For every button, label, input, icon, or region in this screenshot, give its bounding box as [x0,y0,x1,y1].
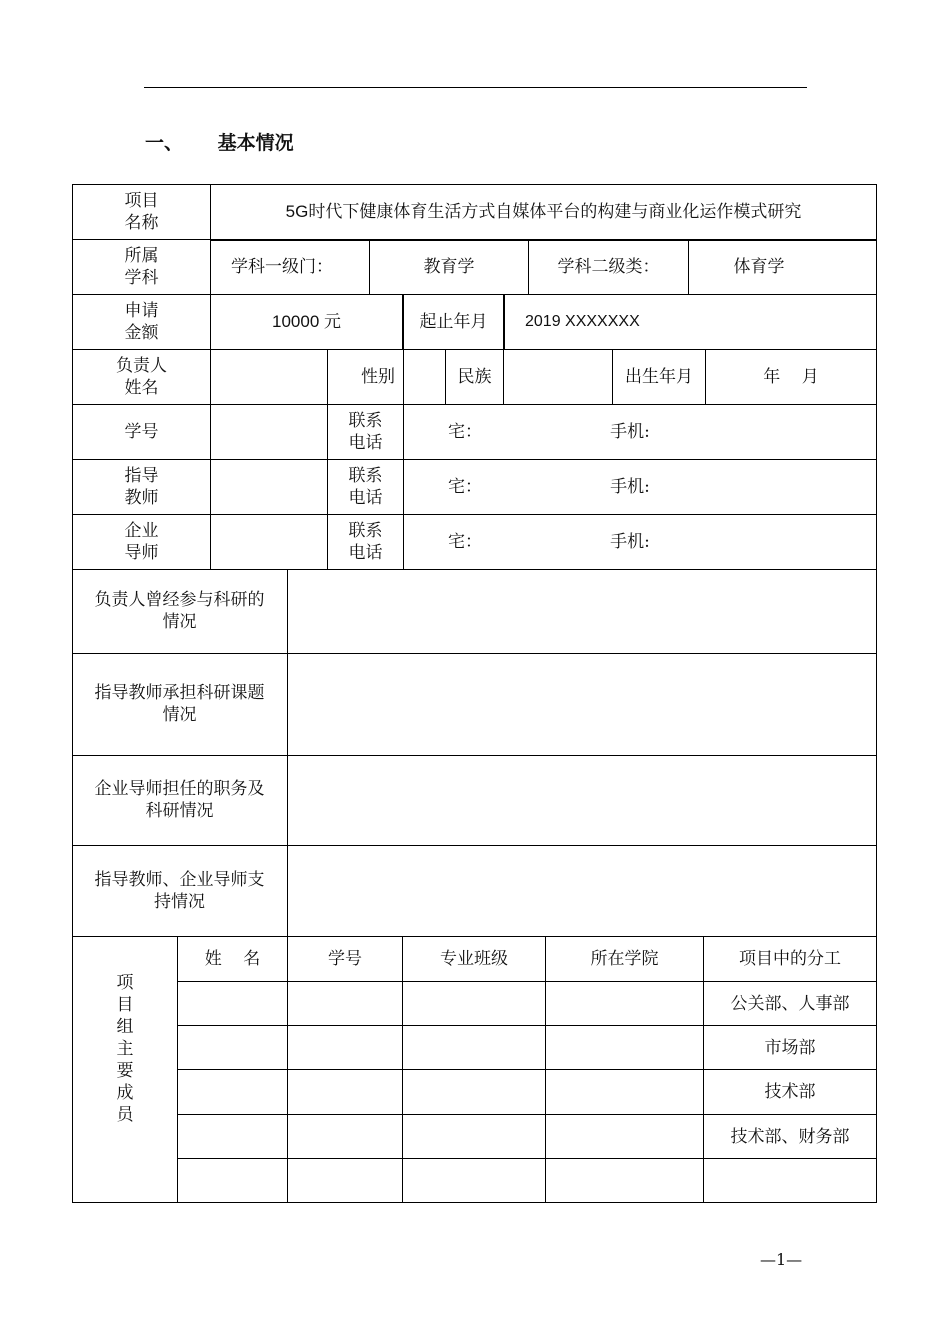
enterprise-mentor-input[interactable] [211,514,327,570]
project-name-value[interactable]: 5G时代下健康体育生活方式自媒体平台的构建与商业化运作模式研究 [285,202,802,221]
section-input-support[interactable] [288,846,876,936]
mobile-label: 手机: [610,477,650,497]
discipline-label: 所属 学科 [124,246,159,288]
members-header-role: 项目中的分工 [739,949,841,969]
discipline-first-value[interactable]: 教育学 [423,257,475,277]
section-label-research-experience: 负责人曾经参与科研的 情况 [94,590,265,632]
period-label: 起止年月 [419,312,488,332]
member-role[interactable]: 公关部、人事部 [730,993,850,1014]
gender-input[interactable] [404,349,445,405]
funding-amount[interactable]: 10000 元 [272,312,341,331]
contact-phone-label: 联系 电话 [348,466,383,508]
home-phone-label: 宅： [448,422,482,442]
member-role[interactable]: 技术部、财务部 [730,1126,850,1147]
ethnicity-label: 民族 [457,367,492,387]
enterprise-mentor-label: 企业 导师 [124,521,159,563]
mobile-label: 手机: [610,532,650,552]
member-role[interactable]: 技术部 [764,1082,816,1102]
advisor-label: 指导 教师 [124,466,159,508]
advisor-input[interactable] [211,459,327,515]
project-name-label: 项目 名称 [124,191,159,233]
birth-label: 出生年月 [625,367,693,387]
discipline-second-label: 学科二级类： [557,257,660,277]
member-role[interactable]: 市场部 [764,1037,816,1058]
members-header-major-class: 专业班级 [440,949,508,969]
members-header-college: 所在学院 [590,949,659,969]
contact-phone-label: 联系 电话 [348,411,383,453]
header-rule [144,87,807,88]
ethnicity-input[interactable] [504,349,612,405]
members-header-name: 姓 名 [204,949,261,969]
birth-value[interactable]: 年 月 [763,367,819,387]
members-group-label: 项 目 组 主 要 成 员 [116,973,134,1125]
section-number: 一、 [145,132,184,154]
home-phone-label: 宅： [448,532,482,552]
discipline-second-value[interactable]: 体育学 [733,257,785,277]
contact-phone-label: 联系 电话 [348,521,383,563]
period-value[interactable]: 2019 XXXXXXX [525,313,640,330]
student-id-label: 学号 [124,422,159,442]
members-header-student-id: 学号 [328,949,362,969]
leader-name-label: 负责人 姓名 [116,356,167,398]
section-label-advisor-projects: 指导教师承担科研课题 情况 [94,683,265,725]
discipline-first-label: 学科一级门： [231,257,333,277]
mobile-label: 手机: [610,422,650,442]
section-heading [145,128,294,155]
home-phone-label: 宅： [448,477,482,497]
student-id-input[interactable] [211,404,327,460]
section-input-mentor-duties[interactable] [288,756,876,845]
gender-label: 性别 [361,367,395,387]
section-input-research-experience[interactable] [288,570,876,653]
member-role[interactable] [704,1159,876,1202]
section-label-mentor-duties: 企业导师担任的职务及 科研情况 [94,779,265,821]
funding-label: 申请 金额 [124,301,159,343]
section-input-advisor-projects[interactable] [288,654,876,755]
section-label-support: 指导教师、企业导师支 持情况 [94,869,265,912]
leader-name-input[interactable] [211,349,327,405]
page-number: —1— [760,1250,803,1269]
section-title: 基本情况 [217,132,294,154]
